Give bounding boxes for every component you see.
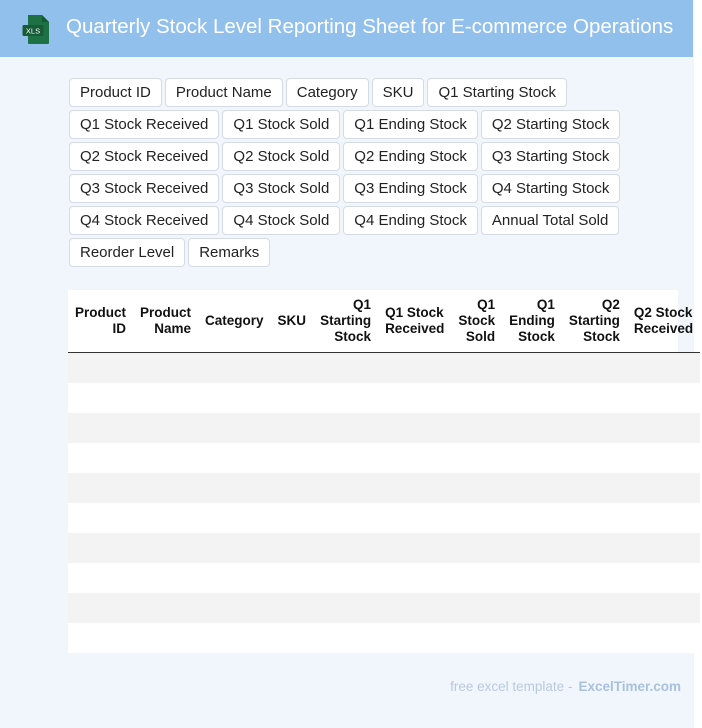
column-chip-q3-stock-sold[interactable]: Q3 Stock Sold [222, 174, 340, 203]
table-cell[interactable] [271, 473, 314, 503]
table-cell[interactable] [562, 623, 627, 653]
table-cell[interactable] [451, 623, 502, 653]
table-cell[interactable] [627, 563, 700, 593]
table-cell[interactable] [313, 443, 378, 473]
table-row [68, 413, 700, 443]
table-cell[interactable] [378, 533, 451, 563]
table-cell[interactable] [68, 443, 133, 473]
table-cell[interactable] [68, 623, 133, 653]
table-cell[interactable] [451, 593, 502, 623]
table-cell[interactable] [562, 443, 627, 473]
table-cell[interactable] [451, 473, 502, 503]
svg-text:XLS: XLS [25, 26, 41, 36]
table-cell[interactable] [68, 383, 133, 413]
table-cell[interactable] [313, 593, 378, 623]
column-header-category[interactable]: Category [198, 290, 271, 353]
column-chip-q2-ending-stock[interactable]: Q2 Ending Stock [343, 142, 478, 171]
table-cell[interactable] [133, 443, 198, 473]
column-chip-q4-starting-stock[interactable]: Q4 Starting Stock [481, 174, 621, 203]
table-cell[interactable] [502, 503, 562, 533]
table-cell[interactable] [627, 473, 700, 503]
column-header-product-name[interactable]: Product Name [133, 290, 198, 353]
column-chip-q4-stock-sold[interactable]: Q4 Stock Sold [222, 206, 340, 235]
table-cell[interactable] [313, 383, 378, 413]
table-cell[interactable] [502, 383, 562, 413]
table-cell[interactable] [68, 533, 133, 563]
table-cell[interactable] [451, 563, 502, 593]
table-cell[interactable] [451, 503, 502, 533]
column-chip-reorder-level[interactable]: Reorder Level [69, 238, 185, 267]
table-cell[interactable] [502, 593, 562, 623]
column-chip-q1-starting-stock[interactable]: Q1 Starting Stock [427, 78, 567, 107]
table-cell[interactable] [627, 413, 700, 443]
table-cell[interactable] [502, 533, 562, 563]
table-cell[interactable] [133, 563, 198, 593]
table-row [68, 383, 700, 413]
table-row [68, 623, 700, 653]
table-cell[interactable] [271, 563, 314, 593]
table-cell[interactable] [313, 503, 378, 533]
table-cell[interactable] [502, 353, 562, 384]
table-cell[interactable] [627, 533, 700, 563]
column-header-sku[interactable]: SKU [271, 290, 314, 353]
table-cell[interactable] [133, 413, 198, 443]
table-cell[interactable] [133, 473, 198, 503]
table-cell[interactable] [562, 353, 627, 384]
column-chip-product-id[interactable]: Product ID [69, 78, 162, 107]
column-header-q1-starting-stock[interactable]: Q1 Starting Stock [313, 290, 378, 353]
footer [450, 679, 681, 694]
column-chip-q2-stock-sold[interactable]: Q2 Stock Sold [222, 142, 340, 171]
table-cell[interactable] [562, 503, 627, 533]
column-header-q1-stock-sold[interactable]: Q1 Stock Sold [451, 290, 502, 353]
table-cell[interactable] [198, 443, 271, 473]
column-chip-q4-ending-stock[interactable]: Q4 Ending Stock [343, 206, 478, 235]
table-cell[interactable] [378, 353, 451, 384]
table-cell[interactable] [68, 353, 133, 384]
table-cell[interactable] [133, 533, 198, 563]
table-cell[interactable] [271, 533, 314, 563]
table-cell[interactable] [68, 413, 133, 443]
table-row [68, 533, 700, 563]
table-row [68, 473, 700, 503]
xls-file-icon [22, 14, 50, 45]
data-table-container[interactable] [68, 290, 694, 653]
table-cell[interactable] [313, 623, 378, 653]
column-chip-annual-total-sold[interactable]: Annual Total Sold [481, 206, 619, 235]
column-chip-q3-ending-stock[interactable]: Q3 Ending Stock [343, 174, 478, 203]
table-cell[interactable] [627, 443, 700, 473]
table-cell[interactable] [378, 593, 451, 623]
table-cell[interactable] [378, 443, 451, 473]
table-row [68, 353, 700, 384]
column-header-q2-starting-stock[interactable]: Q2 Starting Stock [562, 290, 627, 353]
table-cell[interactable] [562, 563, 627, 593]
table-cell[interactable] [378, 623, 451, 653]
table-cell[interactable] [271, 413, 314, 443]
table-cell[interactable] [271, 503, 314, 533]
table-cell[interactable] [271, 443, 314, 473]
table-header-row [68, 290, 700, 353]
column-chip-product-name[interactable]: Product Name [165, 78, 283, 107]
table-cell[interactable] [198, 383, 271, 413]
column-chip-remarks[interactable]: Remarks [188, 238, 270, 267]
table-cell[interactable] [562, 593, 627, 623]
table-cell[interactable] [451, 443, 502, 473]
table-row [68, 563, 700, 593]
table-cell[interactable] [627, 623, 700, 653]
table-cell[interactable] [198, 533, 271, 563]
column-chip-q2-starting-stock[interactable]: Q2 Starting Stock [481, 110, 621, 139]
table-cell[interactable] [198, 593, 271, 623]
table-cell[interactable] [133, 503, 198, 533]
table-row [68, 593, 700, 623]
column-chip-category[interactable]: Category [286, 78, 369, 107]
table-cell[interactable] [502, 563, 562, 593]
table-cell[interactable] [133, 623, 198, 653]
table-cell[interactable] [562, 383, 627, 413]
column-chip-sku[interactable]: SKU [372, 78, 425, 107]
table-row [68, 503, 700, 533]
table-cell[interactable] [502, 413, 562, 443]
table-cell[interactable] [271, 353, 314, 384]
column-chip-q3-stock-received[interactable]: Q3 Stock Received [69, 174, 219, 203]
table-cell[interactable] [451, 533, 502, 563]
table-cell[interactable] [502, 443, 562, 473]
table-cell[interactable] [68, 473, 133, 503]
table-cell[interactable] [313, 353, 378, 384]
table-row [68, 443, 700, 473]
table-cell[interactable] [313, 533, 378, 563]
table-cell[interactable] [198, 563, 271, 593]
table-cell[interactable] [198, 623, 271, 653]
table-cell[interactable] [133, 383, 198, 413]
table-cell[interactable] [627, 353, 700, 384]
table-cell[interactable] [68, 563, 133, 593]
column-chip-q1-ending-stock[interactable]: Q1 Ending Stock [343, 110, 478, 139]
table-cell[interactable] [562, 473, 627, 503]
table-cell[interactable] [313, 563, 378, 593]
table-cell[interactable] [198, 353, 271, 384]
table-cell[interactable] [271, 383, 314, 413]
table-cell[interactable] [133, 353, 198, 384]
column-chip-q1-stock-received[interactable]: Q1 Stock Received [69, 110, 219, 139]
table-cell[interactable] [313, 473, 378, 503]
table-cell[interactable] [271, 593, 314, 623]
table-cell[interactable] [378, 383, 451, 413]
table-cell[interactable] [68, 593, 133, 623]
column-chip-q2-stock-received[interactable]: Q2 Stock Received [69, 142, 219, 171]
column-chip-q3-starting-stock[interactable]: Q3 Starting Stock [481, 142, 621, 171]
table-cell[interactable] [378, 473, 451, 503]
table-cell[interactable] [451, 383, 502, 413]
column-header-q1-ending-stock[interactable]: Q1 Ending Stock [502, 290, 562, 353]
table-cell[interactable] [627, 503, 700, 533]
table-cell[interactable] [627, 593, 700, 623]
table-cell[interactable] [502, 623, 562, 653]
table-cell[interactable] [271, 623, 314, 653]
table-cell[interactable] [133, 593, 198, 623]
column-header-q1-stock-received[interactable]: Q1 Stock Received [378, 290, 451, 353]
table-cell[interactable] [451, 413, 502, 443]
table-cell[interactable] [198, 413, 271, 443]
table-cell[interactable] [451, 353, 502, 384]
column-header-product-id[interactable]: Product ID [68, 290, 133, 353]
table-cell[interactable] [378, 413, 451, 443]
table-cell[interactable] [562, 413, 627, 443]
table-cell[interactable] [502, 473, 562, 503]
footer-text: free excel template - [450, 679, 573, 694]
column-chip-q1-stock-sold[interactable]: Q1 Stock Sold [222, 110, 340, 139]
table-cell[interactable] [198, 503, 271, 533]
column-chip-q4-stock-received[interactable]: Q4 Stock Received [69, 206, 219, 235]
table-cell[interactable] [562, 533, 627, 563]
column-header-q2-stock-received[interactable]: Q2 Stock Received [627, 290, 700, 353]
column-chip-list [69, 78, 629, 267]
data-table [68, 290, 700, 653]
table-cell[interactable] [378, 503, 451, 533]
table-cell[interactable] [627, 383, 700, 413]
title-bar [0, 0, 693, 57]
table-cell[interactable] [378, 563, 451, 593]
table-cell[interactable] [198, 473, 271, 503]
page-title: Quarterly Stock Level Reporting Sheet for E-commerce Operations [66, 15, 674, 38]
footer-brand-link[interactable]: ExcelTimer.com [578, 679, 681, 694]
table-cell[interactable] [68, 503, 133, 533]
table-cell[interactable] [313, 413, 378, 443]
